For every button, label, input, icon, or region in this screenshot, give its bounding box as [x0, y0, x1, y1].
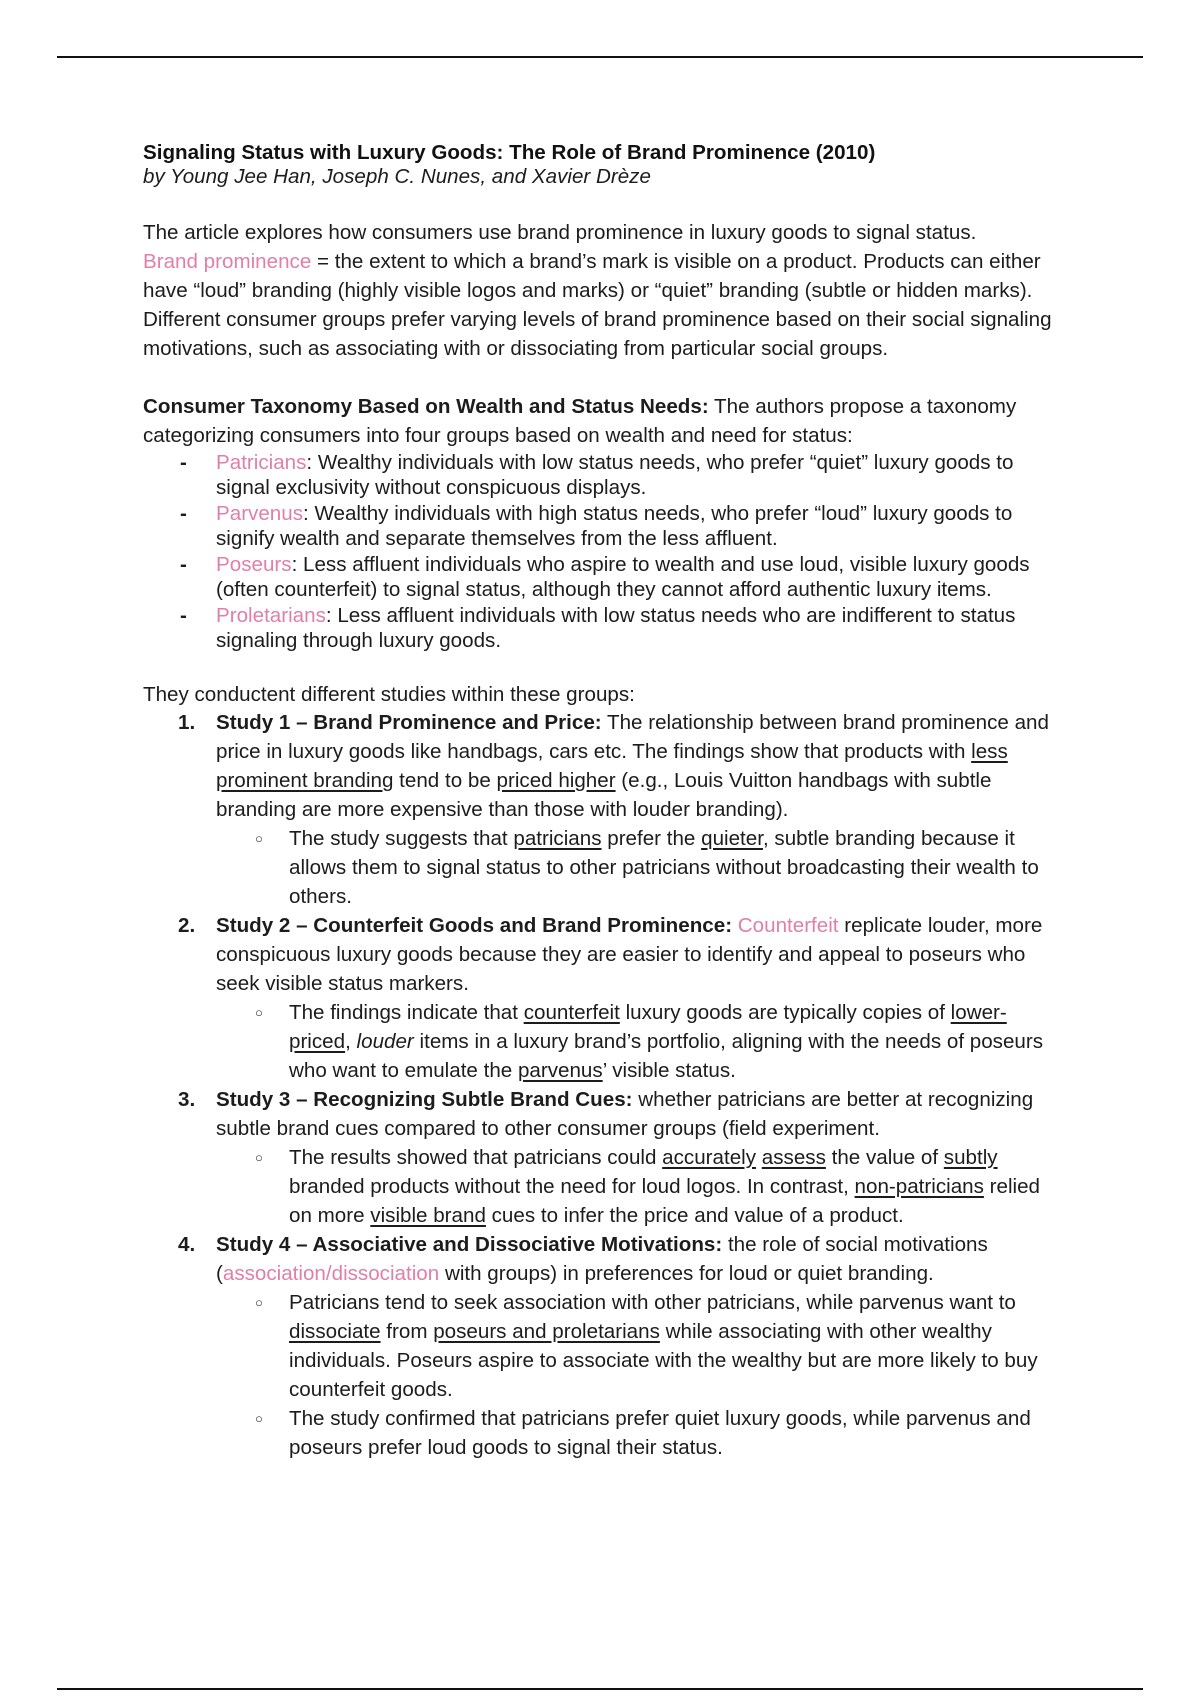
finding-item: ○ The study suggests that patricians prefer the quieter, subtle branding because it allows them to signal status to other patricians without broadcasting their wealth to others.: [289, 824, 1063, 911]
intro-definition: Brand prominence = the extent to which a brand’s mark is visible on a product. Products can either have “loud” branding (highly visible logos and marks) or “quiet” branding (subtle or hidden marks). Different consumer groups prefer varying levels of brand prominence based on their social signaling motivations, such as associating with or dissociating from particular social groups.: [143, 250, 1052, 360]
intro-paragraph: [143, 218, 1063, 363]
taxonomy-heading: Consumer Taxonomy Based on Wealth and Status Needs:: [143, 395, 709, 418]
document-authors: by Young Jee Han, Joseph C. Nunes, and Xavier Drèze: [143, 165, 651, 188]
finding-item: ○ The findings indicate that counterfeit luxury goods are typically copies of lower-priced, louder items in a luxury brand’s portfolio, aligning with the needs of poseurs who want to emulate the parvenus’ visible status.: [289, 998, 1063, 1085]
study-title: Study 1 – Brand Prominence and Price:: [216, 711, 602, 734]
finding-item: ○ The study confirmed that patricians prefer quiet luxury goods, while parvenus and poseurs prefer loud goods to signal their status.: [289, 1404, 1063, 1462]
study-findings: [216, 824, 1063, 911]
group-item-patricians: - Patricians: Wealthy individuals with low status needs, who prefer “quiet” luxury goods to signal exclusivity without conspicuous displays.: [216, 450, 1063, 500]
study-title: Study 3 – Recognizing Subtle Brand Cues:: [216, 1088, 633, 1111]
study-item-4: 4. Study 4 – Associative and Dissociative Motivations: the role of social motivations (association/dissociation with groups) in preferences for loud or quiet branding. ○ Patricians tend to seek association with other patricians, while parvenus want to dissociate from poseurs and proletarians while associating with other wealthy individuals. Poseurs aspire to associate with the wealthy but are more likely to buy counterfeit goods. ○ The study confirmed that patricians prefer quiet luxury goods, while parvenus and poseurs prefer loud goods to signal their status.: [216, 1230, 1063, 1462]
document-body: [143, 141, 1063, 1462]
study-title: Study 4 – Associative and Dissociative Motivations:: [216, 1233, 723, 1256]
study-list: [143, 708, 1063, 1462]
taxonomy-intro: Consumer Taxonomy Based on Wealth and Status Needs: The authors propose a taxonomy categorizing consumers into four groups based on wealth and need for status:: [143, 395, 1017, 447]
study-number: 2.: [178, 914, 196, 937]
group-list: [143, 450, 1063, 653]
term-association: association/dissociation: [222, 1262, 440, 1285]
study-findings: [216, 998, 1063, 1085]
header-rule: [57, 56, 1143, 58]
studies-intro: They conductent different studies within these groups:: [143, 683, 635, 706]
group-item-parvenus: - Parvenus: Wealthy individuals with high status needs, who prefer “loud” luxury goods to signify wealth and separate themselves from the less affluent.: [216, 501, 1063, 551]
intro-line: The article explores how consumers use brand prominence in luxury goods to signal status.: [143, 221, 977, 244]
study-number: 3.: [178, 1088, 196, 1111]
group-item-proletarians: - Proletarians: Less affluent individuals with low status needs who are indifferent to status signaling through luxury goods.: [216, 603, 1063, 653]
finding-item: ○ Patricians tend to seek association with other patricians, while parvenus want to dissociate from poseurs and proletarians while associating with other wealthy individuals. Poseurs aspire to associate with the wealthy but are more likely to buy counterfeit goods.: [289, 1288, 1063, 1404]
study-findings: [216, 1288, 1063, 1462]
study-item-3: 3. Study 3 – Recognizing Subtle Brand Cues: whether patricians are better at recognizing subtle brand cues compared to other consumer groups (field experiment. ○ The results showed that patricians could accurately assess the value of subtly branded products without the need for loud logos. In contrast, non-patricians relied on more visible brand cues to infer the price and value of a product.: [216, 1085, 1063, 1230]
taxonomy-section: [143, 392, 1063, 653]
group-item-poseurs: - Poseurs: Less affluent individuals who aspire to wealth and use loud, visible luxury goods (often counterfeit) to signal status, although they cannot afford authentic luxury items.: [216, 552, 1063, 602]
study-findings: [216, 1143, 1063, 1230]
term-counterfeit: Counterfeit: [737, 914, 839, 937]
finding-item: ○ The results showed that patricians could accurately assess the value of subtly branded products without the need for loud logos. In contrast, non-patricians relied on more visible brand cues to infer the price and value of a product.: [289, 1143, 1063, 1230]
study-number: 4.: [178, 1233, 196, 1256]
term-brand-prominence: Brand prominence: [143, 250, 312, 273]
study-title: Study 2 – Counterfeit Goods and Brand Prominence:: [216, 914, 733, 937]
study-number: 1.: [178, 711, 196, 734]
document-title: Signaling Status with Luxury Goods: The Role of Brand Prominence (2010): [143, 141, 876, 164]
study-item-2: 2. Study 2 – Counterfeit Goods and Brand Prominence: Counterfeit replicate louder, more conspicuous luxury goods because they are easier to identify and appeal to poseurs who seek visible status markers. ○ The findings indicate that counterfeit luxury goods are typically copies of lower-priced, louder items in a luxury brand’s portfolio, aligning with the needs of poseurs who want to emulate the parvenus’ visible status.: [216, 911, 1063, 1085]
footer-rule: [57, 1688, 1143, 1690]
study-item-1: 1. Study 1 – Brand Prominence and Price: The relationship between brand prominence and price in luxury goods like handbags, cars etc. The findings show that products with less prominent branding tend to be priced higher (e.g., Louis Vuitton handbags with subtle branding are more expensive than those with louder branding). ○ The study suggests that patricians prefer the quieter, subtle branding because it allows them to signal status to other patricians without broadcasting their wealth to others.: [216, 708, 1063, 911]
